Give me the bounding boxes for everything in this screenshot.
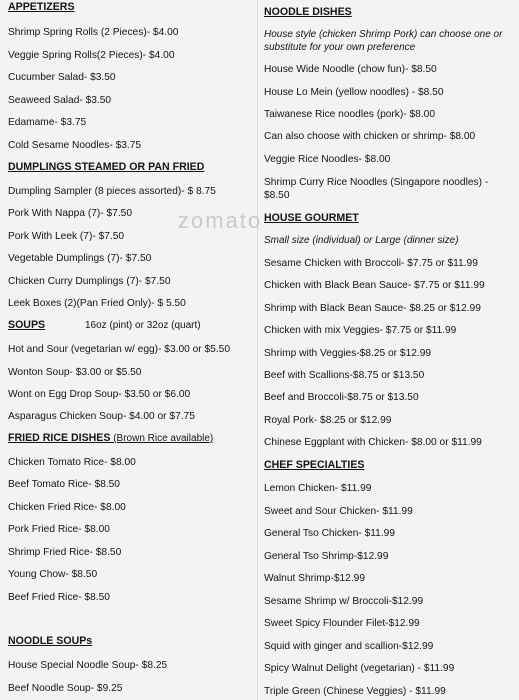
menu-item: Cucumber Salad- $3.50 (8, 72, 116, 83)
menu-item: Shrimp with Veggies-$8.25 or $12.99 (264, 348, 432, 359)
soups-size-note: 16oz (pint) or 32oz (quart) (85, 320, 201, 331)
menu-item: Wonton Soup- $3.00 or $5.50 (8, 367, 142, 378)
menu-item: Chicken Curry Dumplings (7)- $7.50 (8, 276, 171, 287)
menu-item: Lemon Chicken- $11.99 (264, 483, 372, 494)
watermark: zomato (178, 208, 263, 233)
menu-item: Beef Fried Rice- $8.50 (8, 592, 110, 603)
menu-item: House Special Noodle Soup- $8.25 (8, 660, 168, 671)
menu-item: Asparagus Chicken Soup- $4.00 or $7.75 (8, 411, 195, 422)
menu-item: House Wide Noodle (chow fun)- $8.50 (264, 64, 437, 75)
heading-fried-rice-label: FRIED RICE DISHES (8, 432, 111, 444)
menu-item: House Lo Mein (yellow noodles) - $8.50 (264, 87, 444, 98)
menu-item: Beef Noodle Soup- $9.25 (8, 683, 123, 694)
menu-item: Edamame- $3.75 (8, 117, 87, 128)
menu-item: Walnut Shrimp-$12.99 (264, 573, 365, 584)
heading-fried-rice (8, 432, 213, 445)
menu-item: Seaweed Salad- $3.50 (8, 95, 112, 106)
menu-item: Sesame Chicken with Broccoli- $7.75 or $11.99 (264, 258, 478, 269)
menu-item: Beef Tomato Rice- $8.50 (8, 479, 120, 490)
menu-item: Young Chow- $8.50 (8, 569, 98, 580)
heading-noodle-soups: NOODLE SOUPs (8, 635, 93, 647)
menu-item: Vegetable Dumplings (7)- $7.50 (8, 253, 152, 264)
menu-item: Chicken with mix Veggies- $7.75 or $11.99 (264, 325, 457, 336)
menu-item: General Tso Shrimp-$12.99 (264, 551, 389, 562)
menu-item: Triple Green (Chinese Veggies) - $11.99 (264, 686, 446, 697)
menu-item: Shrimp Fried Rice- $8.50 (8, 547, 122, 558)
menu-item: Squid with ginger and scallion-$12.99 (264, 641, 434, 652)
house-gourmet-note: Small size (individual) or Large (dinner size) (264, 235, 459, 246)
menu-item: Leek Boxes (2)(Pan Fried Only)- $ 5.50 (8, 298, 186, 309)
menu-item: Can also choose with chicken or shrimp- $8.00 (264, 131, 476, 142)
heading-house-gourmet: HOUSE GOURMET (264, 212, 359, 224)
menu-item: Pork With Leek (7)- $7.50 (8, 231, 125, 242)
menu-item: Spicy Walnut Delight (vegetarian) - $11.99 (264, 663, 455, 674)
menu-item: Pork Fried Rice- $8.00 (8, 524, 110, 535)
menu-item: Veggie Rice Noodles- $8.00 (264, 154, 391, 165)
menu-item: Chicken with Black Bean Sauce- $7.75 or $11.99 (264, 280, 485, 291)
menu-item: Beef with Scallions-$8.75 or $13.50 (264, 370, 425, 381)
menu-item: Pork With Nappa (7)- $7.50 (8, 208, 133, 219)
noodle-dishes-note: House style (chicken Shrimp Pork) can choose one or substitute for your own preference (264, 29, 503, 53)
heading-noodle-dishes: NOODLE DISHES (264, 6, 352, 18)
menu-item: Cold Sesame Noodles- $3.75 (8, 140, 142, 151)
heading-appetizers: APPETIZERS (8, 1, 75, 13)
menu-item: Chicken Tomato Rice- $8.00 (8, 457, 136, 468)
menu-item: Shrimp with Black Bean Sauce- $8.25 or $12.99 (264, 303, 481, 314)
menu-item: Hot and Sour (vegetarian w/ egg)- $3.00 or $5.50 (8, 344, 230, 355)
menu-item: Sesame Shrimp w/ Broccoli-$12.99 (264, 596, 424, 607)
menu-item: General Tso Chicken- $11.99 (264, 528, 396, 539)
menu-item: Sweet and Sour Chicken- $11.99 (264, 506, 413, 517)
menu-item: Shrimp Spring Rolls (2 Pieces)- $4.00 (8, 27, 179, 38)
menu-item: Wont on Egg Drop Soup- $3.50 or $6.00 (8, 389, 191, 400)
menu-item: Shrimp Curry Rice Noodles (Singapore noodles) - $8.50 (264, 177, 489, 201)
menu-item: Chicken Fried Rice- $8.00 (8, 502, 126, 513)
column-divider (257, 0, 258, 700)
menu-item: Dumpling Sampler (8 pieces assorted)- $ 8.75 (8, 186, 216, 197)
menu-item: Chinese Eggplant with Chicken- $8.00 or $11.99 (264, 437, 482, 448)
menu-item: Beef and Broccoli-$8.75 or $13.50 (264, 392, 419, 403)
heading-chef-specialties: CHEF SPECIALTIES (264, 459, 365, 471)
heading-dumplings: DUMPLINGS STEAMED OR PAN FRIED (8, 161, 205, 173)
menu-item: Sweet Spicy Flounder Filet-$12.99 (264, 618, 420, 629)
heading-soups: SOUPS (8, 319, 46, 331)
brown-rice-note: (Brown Rice available) (110, 433, 214, 444)
menu-item: Royal Pork- $8.25 or $12.99 (264, 415, 392, 426)
menu-item: Taiwanese Rice noodles (pork)- $8.00 (264, 109, 436, 120)
menu-item: Veggie Spring Rolls(2 Pieces)- $4.00 (8, 50, 175, 61)
